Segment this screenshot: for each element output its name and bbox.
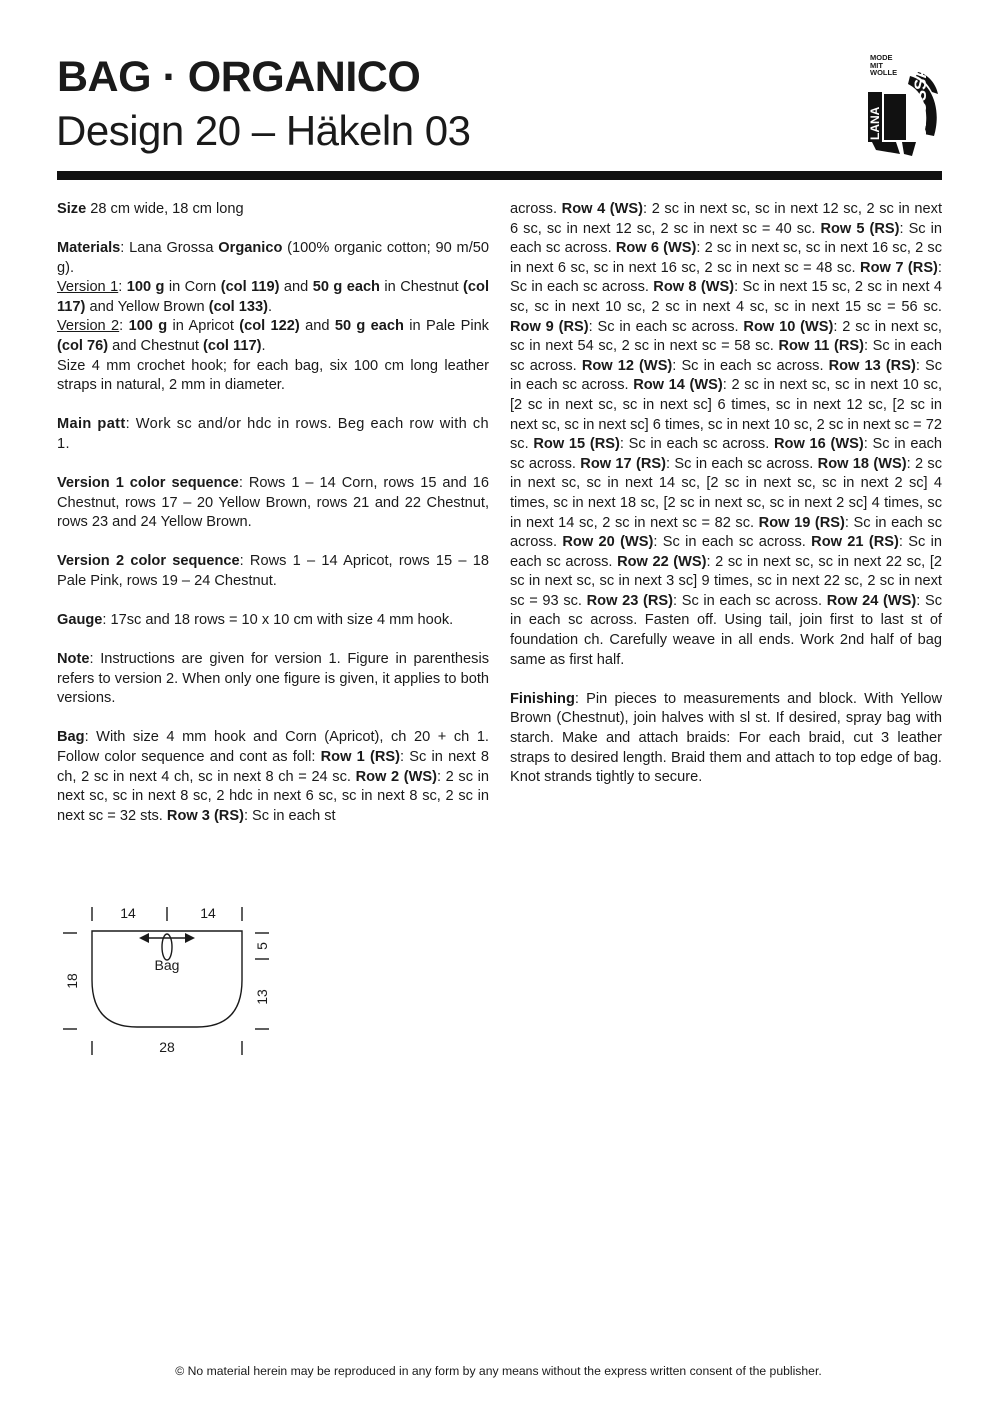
row-instructions: across. Row 4 (WS): 2 sc in next sc, sc in next 12 sc, 2 sc in next 6 sc, sc in next 12 sc, 2 sc in next sc = 40 sc. Row 5 (RS): Sc in each sc across. Row 6 (WS): 2 sc in next sc, sc in next 16 sc, 2 sc in next 6 sc, sc in next 16 sc, 2 sc in next sc = 48 sc. Row 7 (RS): Sc in each sc across. Row 8 (WS): Sc in next 15 sc, 2 sc in next 4 sc, sc in next 10 sc, 2 sc in next 4 sc, sc in next 15 sc = 56 sc. Row 9 (RS): Sc in each sc across. Row 10 (WS): 2 sc in next sc, sc in next 54 sc, 2 sc in next sc = 58 sc. Row 11 (RS): Sc in each sc across. Row 12 (WS): Sc in each sc across. Row 13 (RS): Sc in each sc across. Row 14 (WS): 2 sc in next sc, sc in next 10 sc, [2 sc in next sc, sc in next sc] 6 times, sc in next 12 sc, [2 sc in next sc, sc in next sc] 6 times, sc in next 10 sc, 2 sc in next sc = 72 sc. Row 15 (RS): Sc in each sc across. Row 16 (WS): Sc in each sc across. Row 17 (RS): Sc in each sc across. Row 18 (WS): 2 sc in next sc, sc in next 14 sc, [2 sc in next sc, sc in next 2 sc] 4 times, sc in next 18 sc, [2 sc in next sc, sc in next 2 sc] 4 times, sc in next 14 sc, 2 sc in next sc = 82 sc. Row 19 (RS): Sc in each sc across. Row 20 (WS): Sc in each sc across. Row 21 (RS): Sc in each sc across. Row 22 (WS): 2 sc in next sc, sc in next 22 sc, [2 sc in next sc, sc in next 3 sc] 9 times, sc in next 22 sc, 2 sc in next sc = 93 sc. Row 23 (RS): Sc in each sc across. Row 24 (WS): Sc in each sc across. Fasten off. Using tail, join first to last st of foundation ch. Carefully weave in all ends. Work 2nd half of bag same as first half. xyxy=(510,201,943,668)
page-title: BAG · ORGANICO xyxy=(57,53,421,101)
arrow-right-icon xyxy=(185,933,195,943)
note-paragraph: Note: Instructions are given for version 1. Figure in parenthesis refers to version 2. When only one figure is given, it applies to both versions. xyxy=(57,651,489,707)
right-column xyxy=(510,200,942,807)
main-pattern-paragraph: Main patt: Work sc and/or hdc in rows. Beg each row with ch 1. xyxy=(57,416,489,452)
header-divider xyxy=(57,171,942,180)
logo-brand-a: LANA xyxy=(868,106,882,140)
color-sequence-1: Version 1 color sequence: Rows 1 – 14 Corn, rows 15 and 16 Chestnut, rows 17 – 20 Yellow Brown, rows 21 and 22 Chestnut, rows 23 and 24 Yellow Brown. xyxy=(57,475,489,531)
dim-top-right: 14 xyxy=(200,905,216,921)
dim-right-upper: 5 xyxy=(254,942,270,950)
bag-schematic xyxy=(55,895,285,1075)
gauge-paragraph: Gauge: 17sc and 18 rows = 10 x 10 cm with size 4 mm hook. xyxy=(57,612,454,628)
bag-label: Bag xyxy=(154,957,180,973)
bag-instructions: Bag: With size 4 mm hook and Corn (Apricot), ch 20 + ch 1. Follow color sequence and cont as foll: Row 1 (RS): Sc in next 8 ch, 2 sc in next 4 ch, sc in next 8 ch = 24 sc. Row 2 (WS): 2 sc in next sc, sc in next 8 sc, 2 hdc in next 6 sc, sc in next 8 sc, 2 sc in next sc = 32 sts. Row 3 (RS): Sc in each st xyxy=(57,729,489,824)
materials-paragraph: Materials: Lana Grossa Organico (100% organic cotton; 90 m/50 g). xyxy=(57,240,489,276)
color-sequence-2: Version 2 color sequence: Rows 1 – 14 Apricot, rows 15 – 18 Pale Pink, rows 19 – 24 Chestnut. xyxy=(57,553,489,589)
copyright-footer: © No material herein may be reproduced in any form by any means without the express written consent of the publisher. xyxy=(175,1364,822,1378)
logo-brand-b: GROSSA xyxy=(911,66,930,140)
version-2-materials: Version 2: 100 g in Apricot (col 122) and 50 g each in Pale Pink (col 76) and Chestnut (col 117). xyxy=(57,318,489,355)
dim-right-lower: 13 xyxy=(254,989,270,1005)
arrow-left-icon xyxy=(139,933,149,943)
lana-grossa-logo xyxy=(862,54,952,159)
left-column xyxy=(57,200,489,846)
dim-bottom: 28 xyxy=(159,1039,175,1055)
finishing-paragraph: Finishing: Pin pieces to measurements and block. With Yellow Brown (Chestnut), join halves with sl st. If desired, spray bag with starch. Make and attach braids: For each braid, cut 3 leather straps to desired length. Braid them and attach to top edge of bag. Knot strands tightly to secure. xyxy=(510,690,942,786)
page-subtitle: Design 20 – Häkeln 03 xyxy=(56,107,471,154)
bag-outline xyxy=(92,931,242,1027)
hook-paragraph: Size 4 mm crochet hook; for each bag, six 100 cm long leather straps in natural, 2 mm in diameter. xyxy=(57,357,489,394)
dim-height: 18 xyxy=(64,973,80,989)
logo-slogan: MODE MIT WOLLE xyxy=(870,53,898,77)
dim-top-left: 14 xyxy=(120,905,136,921)
version-1-materials: Version 1: 100 g in Corn (col 119) and 50 g each in Chestnut (col 117) and Yellow Brown (col 133). xyxy=(57,279,489,315)
yarn-ball-icon xyxy=(862,54,952,159)
size-paragraph: Size 28 cm wide, 18 cm long xyxy=(57,201,244,217)
